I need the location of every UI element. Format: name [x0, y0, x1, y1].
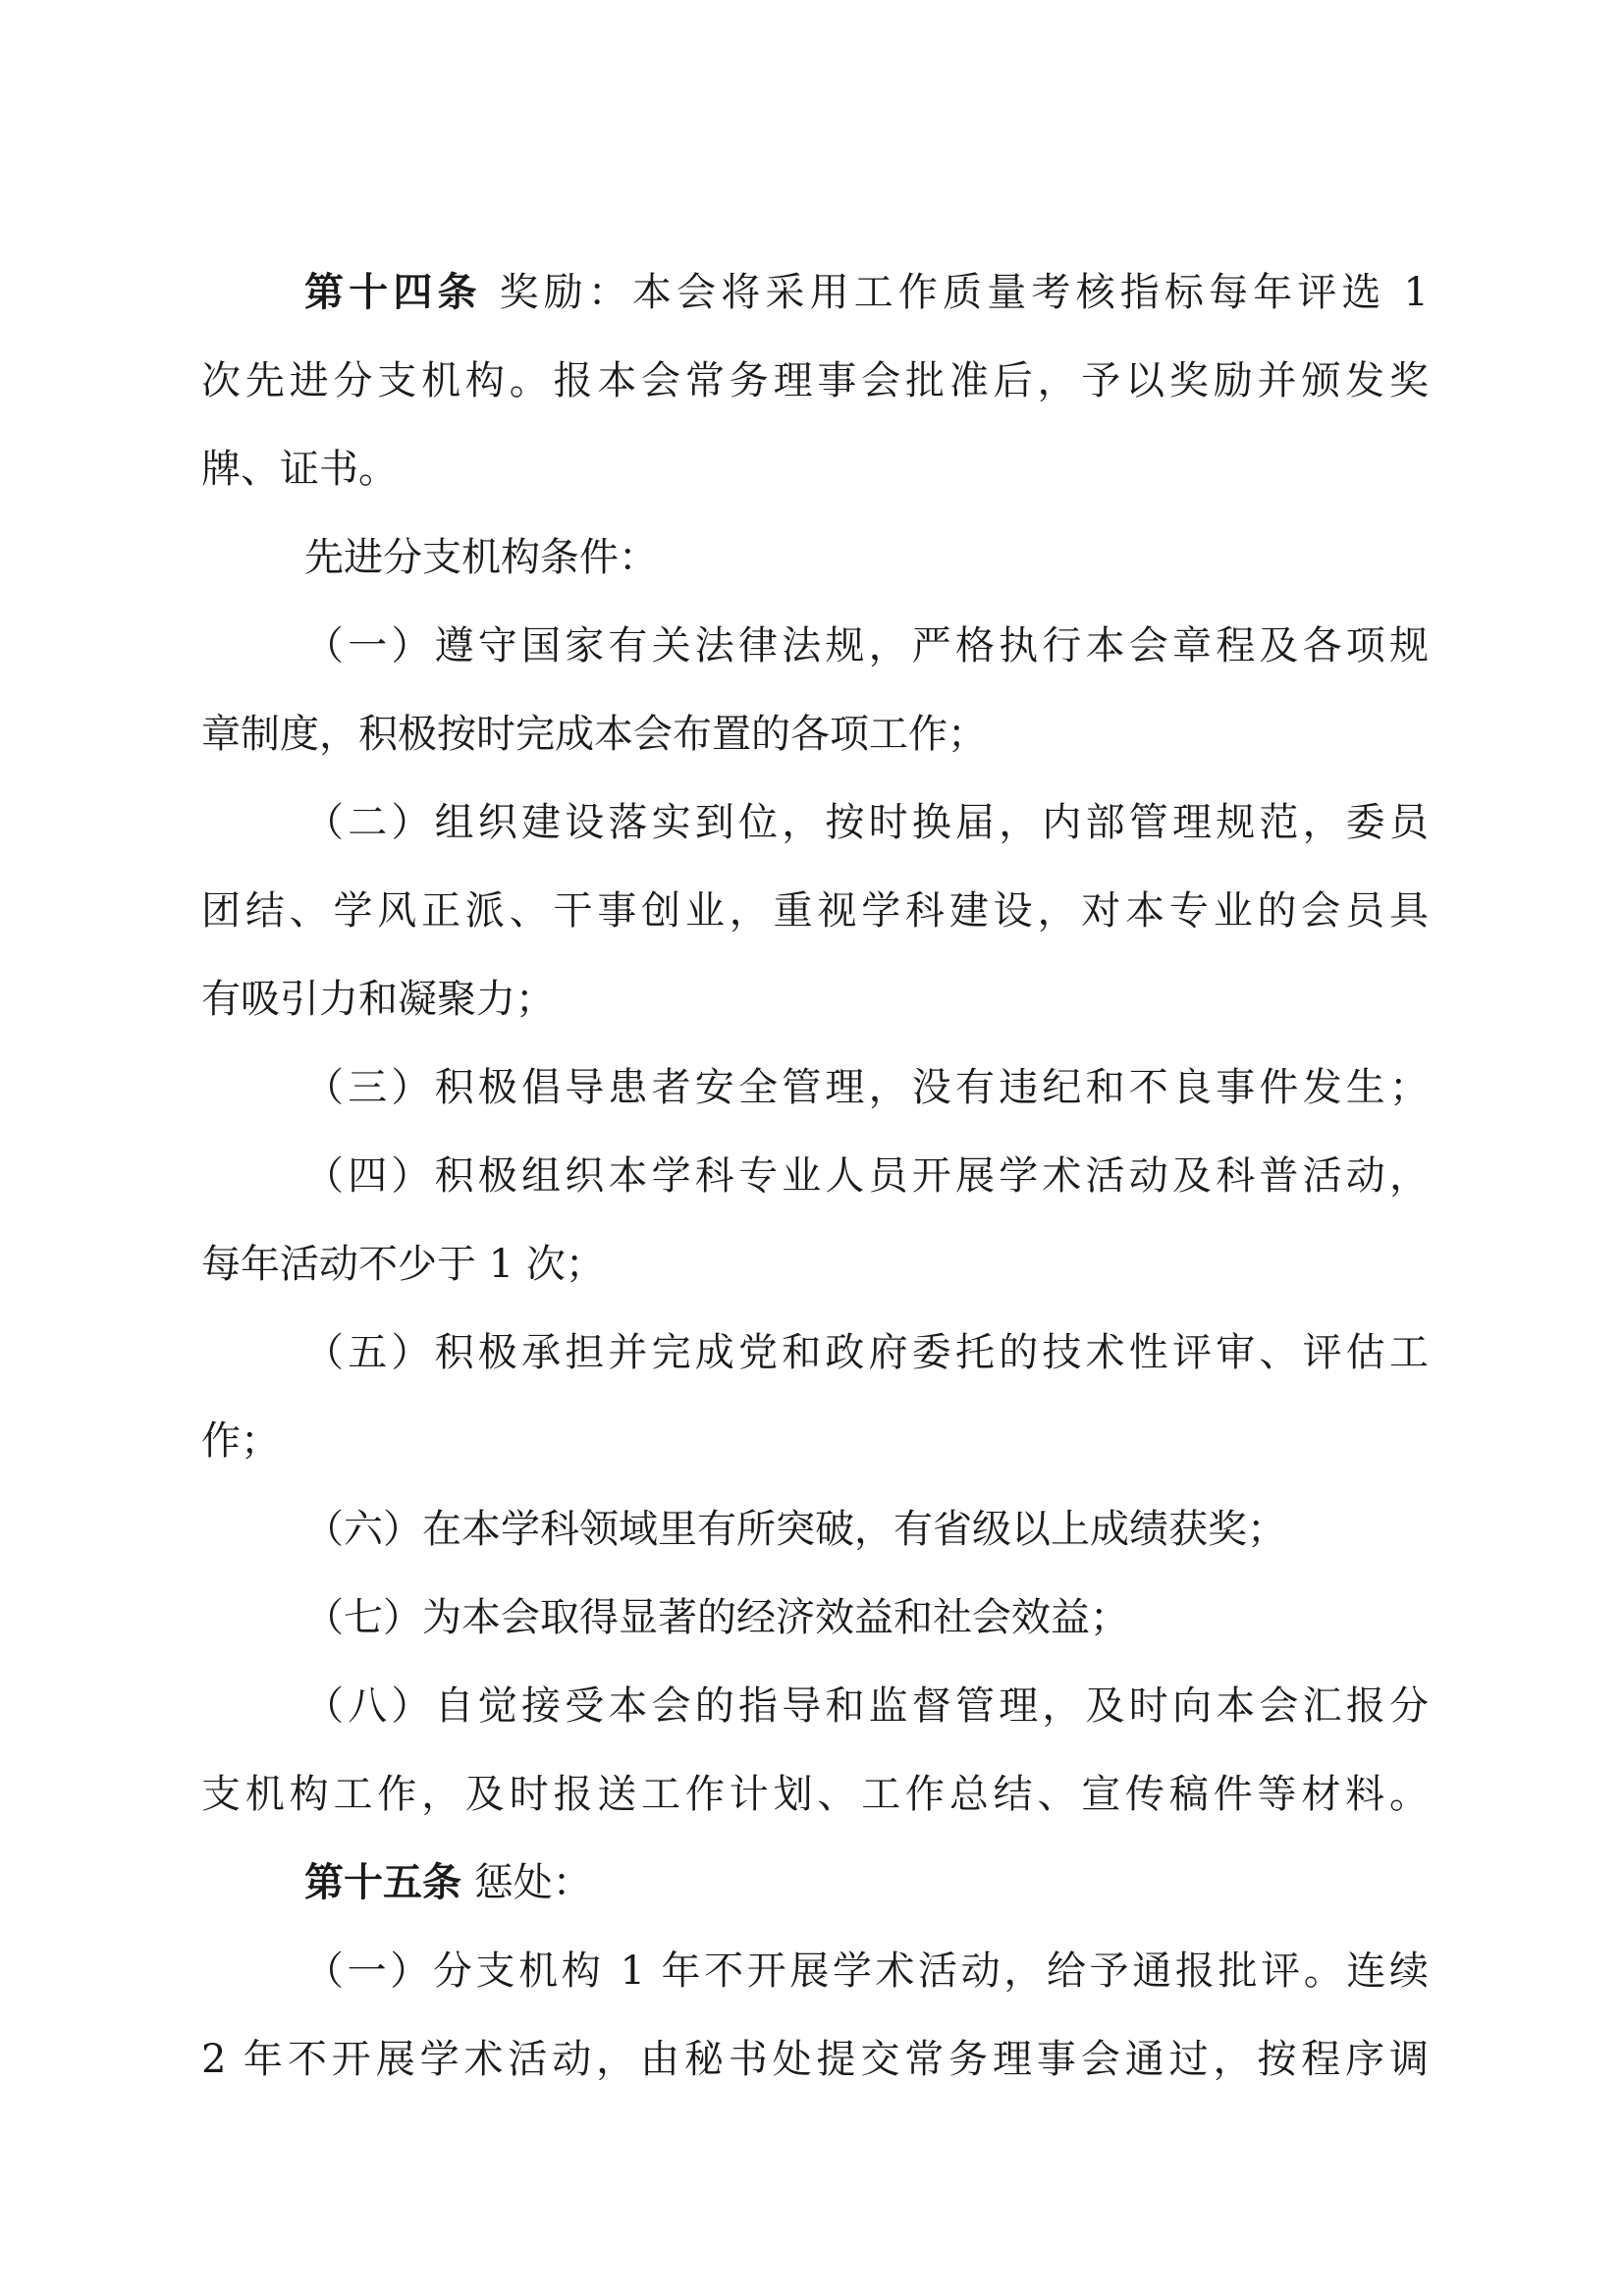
condition-5-line-1: （五）积极承担并完成党和政府委托的技术性评审、评估工: [304, 1330, 1429, 1375]
condition-2-line-2: 团结、学风正派、干事创业，重视学科建设，对本专业的会员具: [201, 888, 1429, 934]
article-15-line-1: [304, 1853, 1429, 1912]
condition-8-line-2: 支机构工作，及时报送工作计划、工作总结、宣传稿件等材料。: [201, 1772, 1429, 1817]
article-14-heading: 第十四条: [304, 269, 482, 315]
condition-5-line-2: 作；: [201, 1418, 280, 1464]
condition-1-line-2: 章制度，积极按时完成本会布置的各项工作；: [201, 712, 987, 757]
penalty-1-line-2: 2 年不开展学术活动，由秘书处提交常务理事会通过，按程序调: [201, 2037, 1429, 2082]
condition-4-line-2: 每年活动不少于 1 次；: [201, 1242, 605, 1287]
condition-3-line-1: （三）积极倡导患者安全管理，没有违纪和不良事件发生；: [304, 1065, 1429, 1110]
article-15-text: 惩处：: [461, 1860, 592, 1905]
condition-6-line-1: （六）在本学科领域里有所突破，有省级以上成绩获奖；: [304, 1507, 1286, 1552]
condition-4-line-1: （四）积极组织本学科专业人员开展学术活动及科普活动，: [304, 1153, 1429, 1199]
penalty-1-line-1: （一）分支机构 1 年不开展学术活动，给予通报批评。连续: [304, 1949, 1429, 1994]
article-15-heading: 第十五条: [304, 1859, 461, 1905]
condition-1-line-1: （一）遵守国家有关法律法规，严格执行本会章程及各项规: [304, 623, 1429, 668]
article-14-text: 奖励：本会将采用工作质量考核指标每年评选 1: [481, 270, 1429, 315]
article-14-line-3: 牌、证书。: [201, 447, 398, 492]
condition-7-line-1: （七）为本会取得显著的经济效益和社会效益；: [304, 1595, 1129, 1640]
condition-2-line-1: （二）组织建设落实到位，按时换届，内部管理规范，委员: [304, 800, 1429, 845]
condition-2-line-3: 有吸引力和凝聚力；: [201, 977, 555, 1022]
condition-8-line-1: （八）自觉接受本会的指导和监督管理，及时向本会汇报分: [304, 1683, 1429, 1729]
conditions-heading: 先进分支机构条件：: [304, 535, 658, 580]
article-14-line-2: 次先进分支机构。报本会常务理事会批准后，予以奖励并颁发奖: [201, 358, 1429, 403]
article-14-line-1: [304, 263, 1429, 322]
